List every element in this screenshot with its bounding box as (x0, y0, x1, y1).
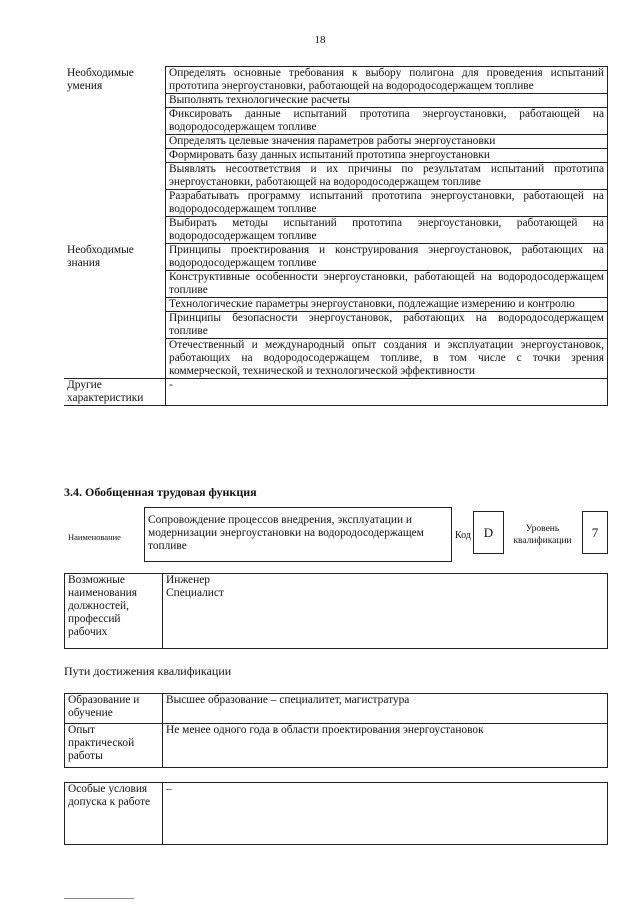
other-value: - (166, 379, 608, 406)
skills-item: Фиксировать данные испытаний прототипа энергоустановки, работающей на водородосодержащем топливе (166, 108, 608, 135)
education-value: Высшее образование – специалитет, магистратура (163, 694, 608, 724)
name-label: Наименование (68, 532, 121, 542)
experience-value: Не менее одного года в области проектирования энергоустановок (163, 724, 608, 768)
skills-label: Необходимые умения (67, 66, 134, 92)
generalized-function-block (64, 507, 608, 563)
qualification-table (64, 693, 608, 768)
function-name: Сопровождение процессов внедрения, эксплуатации и модернизации энергоустановки на водородосодержащем топливе (144, 507, 452, 562)
skills-item: Разрабатывать программу испытаний прототипа энергоустановки, работающей на водородосодержащем топливе (166, 190, 608, 217)
knowledge-item: Отечественный и международный опыт создания и эксплуатации энергоустановок, работающих на водородосодержащем топливе, в том числе с точки зрения коммерческой, технической и технологической эффективности (166, 339, 608, 379)
knowledge-item: Принципы безопасности энергоустановок, работающих на водородосодержащем топливе (166, 312, 608, 339)
code-value: D (473, 511, 504, 554)
special-value: – (163, 783, 608, 845)
education-label: Образование и обучение (65, 694, 163, 724)
knowledge-item: Технологические параметры энергоустановки, подлежащие измерению и контролю (166, 298, 608, 312)
knowledge-item: Принципы проектирования и конструирования энергоустановок, работающих на водородосодержащем топливе (166, 244, 608, 271)
level-value: 7 (582, 511, 608, 554)
position-item: Инженер (166, 574, 210, 586)
experience-label: Опыт практической работы (65, 724, 163, 768)
positions-label: Возможные наименования должностей, профессий рабочих (65, 574, 163, 649)
other-label: Другие характеристики (64, 379, 166, 406)
positions-table (64, 573, 608, 649)
skills-item: Выявлять несоответствия и их причины по результатам испытаний прототипа энергоустановки, работающей на водородосодержащем топливе (166, 163, 608, 190)
section-title: 3.4. Обобщенная трудовая функция (64, 485, 257, 499)
knowledge-item: Конструктивные особенности энергоустановки, работающей на водородосодержащем топливе (166, 271, 608, 298)
paths-title: Пути достижения квалификации (64, 664, 232, 678)
skills-item: Выполнять технологические расчеты (166, 94, 608, 108)
page-number: 18 (314, 34, 326, 46)
footer-rule (64, 898, 134, 899)
skills-item: Выбирать методы испытаний прототипа энергоустановки, работающей на водородосодержащем топливе (166, 217, 608, 244)
skills-item: Определять целевые значения параметров работы энергоустановки (166, 135, 608, 149)
skills-item: Формировать базу данных испытаний прототипа энергоустановки (166, 149, 608, 163)
skills-item: Определять основные требования к выбору полигона для проведения испытаний прототипа энергоустановки, работающей на водородосодержащем топливе (166, 67, 608, 94)
knowledge-label: Необходимые знания (67, 243, 134, 269)
special-conditions-table (64, 782, 608, 845)
position-item: Специалист (166, 587, 224, 599)
skills-knowledge-table (64, 66, 608, 406)
positions-values (163, 574, 608, 649)
level-label: Уровень квалификации (513, 524, 572, 546)
special-label: Особые условия допуска к работе (65, 783, 163, 845)
code-label: Код (455, 530, 471, 541)
